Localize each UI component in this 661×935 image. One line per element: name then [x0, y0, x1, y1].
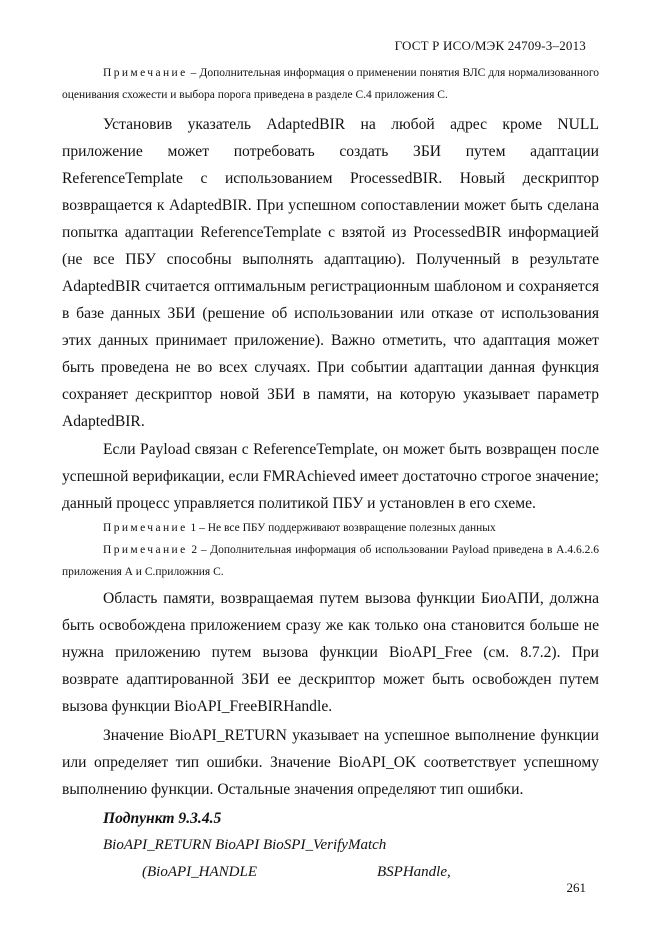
- note-intro: [62, 62, 599, 106]
- paragraph-payload: Если Payload связан с ReferenceTemplate, он может быть возвращен после успешной верификации, если FMRAchieved имеет достаточно строгое значение; данный процесс управляется политикой ПБУ и установлен в его схеме.: [62, 441, 599, 512]
- note-label: Примечание: [103, 544, 188, 556]
- paragraph-memory: Область памяти, возвращаемая путем вызова функции БиоАПИ, должна быть освобождена приложением сразу же как только она становится больше не нужна приложению путем вызова функции BioAPI_Free (см. 8.7.2). При возврате адаптированной ЗБИ ее дескриптор может быть освобожден путем вызова функции BioAPI_FreeBIRHandle.: [62, 590, 599, 715]
- note-2: [62, 539, 599, 583]
- paragraph-return-value: Значение BioAPI_RETURN указывает на успешное выполнение функции или определяет тип ошибки. Значение BioAPI_OK соответствует успешному выполнению функции. Остальные значения определяют тип ошибки.: [62, 727, 599, 798]
- code-signature: BioAPI_RETURN BioAPI BioSPI_VerifyMatch: [103, 837, 387, 853]
- standard-header: ГОСТ Р ИСО/МЭК 24709-3–2013: [394, 38, 586, 53]
- page-number: 261: [566, 880, 586, 895]
- note-text: – Дополнительная информация о применении понятия ВЛС для нормализованного оценивания схожести и выбора порога приведена в разделе С.4 приложения С.: [62, 67, 599, 101]
- page-content: [62, 62, 599, 886]
- note-label: Примечание: [103, 67, 188, 79]
- note-text: 1 – Не все ПБУ поддерживают возвращение полезных данных: [187, 522, 496, 534]
- note-label: Примечание: [103, 522, 188, 534]
- code-param-type: (BioAPI_HANDLE: [142, 864, 257, 880]
- code-param-name: BSPHandle,: [377, 864, 451, 880]
- subclause-heading: Подпункт 9.3.4.5: [103, 810, 222, 827]
- code-parameter-line: [62, 859, 599, 886]
- note-1: [62, 517, 599, 539]
- note-text: 2 – Дополнительная информация об использовании Payload приведена в А.4.6.2.6 приложения А и С.приложния С.: [62, 544, 599, 578]
- paragraph-adapted-bir: Установив указатель AdaptedBIR на любой адрес кроме NULL приложение может потребовать создать ЗБИ путем адаптации ReferenceTemplate с использованием ProcessedBIR. Новый дескриптор возвращается к AdaptedBIR. При успешном сопоставлении может быть сделана попытка адаптации ReferenceTemplate с взятой из ProcessedBIR информацией (не все ПБУ способны выполнять адаптацию). Полученный в результате AdaptedBIR считается оптимальным регистрационным шаблоном и сохраняется в базе данных ЗБИ (решение об использовании или отказе от использования этих данных принимает приложение). Важно отметить, что адаптация может быть проведена не во всех случаях. При событии адаптации данная функция сохраняет дескриптор новой ЗБИ в памяти, на которую указывает параметр AdaptedBIR.: [62, 116, 599, 430]
